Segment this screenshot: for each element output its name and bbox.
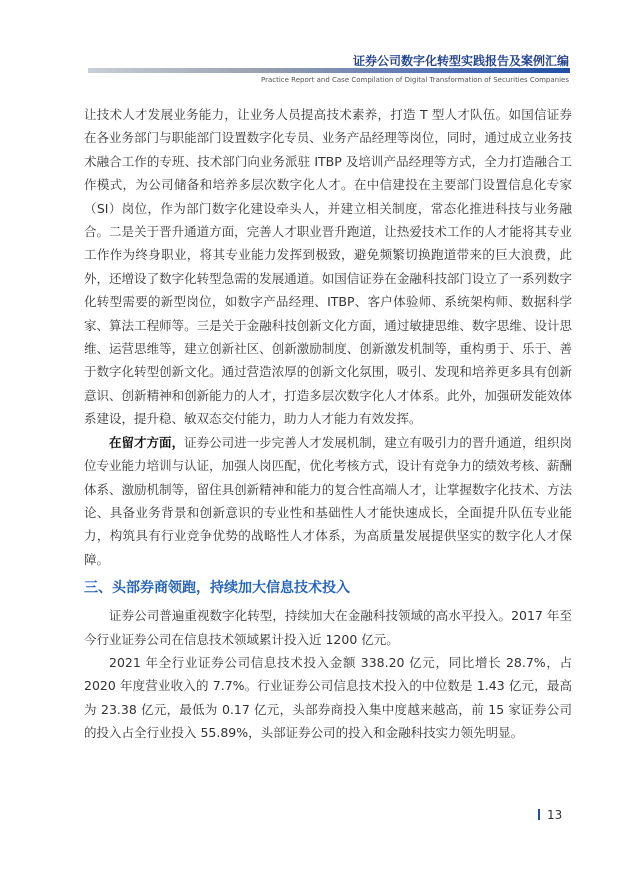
body-paragraph-4: 2021 年全行业证券公司信息技术投入金额 338.20 亿元，同比增长 28.7%，占 2020 年度营业收入的 7.7%。行业证券公司信息技术投入的中位数是 1.43 亿元，最高为 23.38 亿元，最低为 0.17 亿元，头部券商投入集中度越来越高，前 15 家证券公司的投入占全行业投入 55.89%，头部证券公司的投入和金融科技实力领先明显。 bbox=[84, 654, 572, 741]
paragraph-lead: 在留才方面， bbox=[109, 434, 185, 450]
header-subtitle: Practice Report and Case Compilation of Digital Transformation of Securities Companies bbox=[260, 76, 569, 84]
page-header bbox=[0, 0, 640, 95]
body-paragraph-3: 证券公司普遍重视数字化转型，持续加大在金融科技领域的高水平投入。2017 年至今行业证券公司在信息技术领域累计投入近 1200 亿元。 bbox=[84, 608, 572, 647]
body-paragraph-2 bbox=[84, 431, 572, 571]
page-number bbox=[538, 808, 562, 822]
main-content bbox=[84, 103, 572, 745]
section-heading: 三、头部券商领跑，持续加大信息技术投入 bbox=[84, 580, 350, 597]
page-number-bar bbox=[538, 809, 540, 820]
header-title: 证券公司数字化转型实践报告及案例汇编 bbox=[352, 54, 569, 68]
header-gradient-bar bbox=[88, 68, 570, 73]
page-number-text: 13 bbox=[547, 808, 563, 822]
body-paragraph-1: 让技术人才发展业务能力，让业务人员提高技术素养，打造 T 型人才队伍。如国信证券在各业务部门与职能部门设置数字化专员、业务产品经理等岗位，同时，通过成立业务技术融合工作的专班、技术部门向业务派驻 ITBP 及培训产品经理等方式，全力打造融合工作模式，为公司储备和培养多层次数字化人才。在中信建投在主要部门设置信息化专家（SI）岗位，作为部门数字化建设牵头人，并建立相关制度，常态化推进科技与业务融合。二是关于晋升通道方面，完善人才职业晋升跑道，让热爱技术工作的人才能将其专业工作作为终身职业，将其专业能力发挥到极致，避免频繁切换跑道带来的巨大浪费，此外，还增设了数字化转型急需的发展通道。如国信证券在金融科技部门设立了一系列数字化转型需要的新型岗位，如数字产品经理、ITBP、客户体验师、系统架构师、数据科学家、算法工程师等。三是关于金融科技创新文化方面，通过敏捷思维、数字思维、设计思维、运营思维等，建立创新社区、创新激励制度、创新激发机制等，重构勇于、乐于、善于数字化转型创新文化。通过营造浓厚的创新文化氛围，吸引、发现和培养更多具有创新意识、创新精神和创新能力的人才，打造多层次数字化人才体系。此外，加强研发能效体系建设，提升稳、敏双态交付能力，助力人才能力有效发挥。 bbox=[84, 107, 572, 427]
paragraph-2-text: 证券公司进一步完善人才发展机制，建立有吸引力的晋升通道，组织岗位专业能力培训与认证，加强人岗匹配，优化考核方式，设计有竞争力的绩效考核、薪酬体系、激励机制等，留住具创新精神和能力的复合性高端人才，让掌握数字化技术、方法论、具备业务背景和创新意识的专业性和基础性人才能快速成长，全面提升队伍专业能力，构筑具有行业竞争优势的战略性人才体系，为高质量发展提供坚实的数字化人才保障。 bbox=[84, 434, 572, 567]
